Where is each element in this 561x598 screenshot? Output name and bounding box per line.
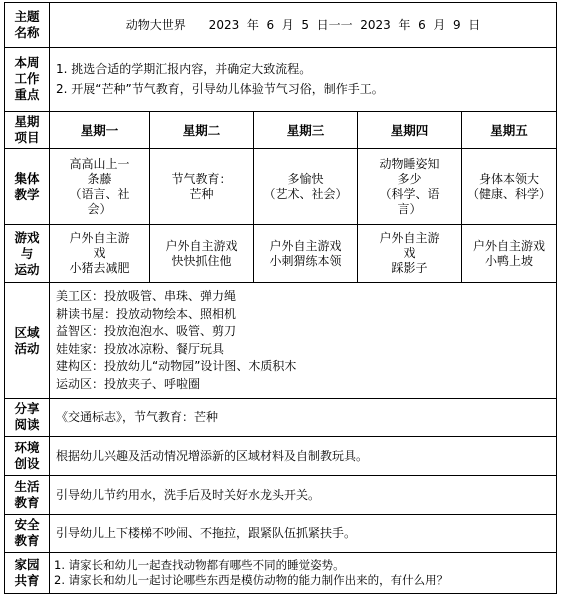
cell-line: 多愉快: [287, 171, 324, 186]
family-label-line: 共育: [14, 572, 40, 588]
cell-line: 户外自主游戏: [269, 238, 342, 253]
focus-row: [5, 47, 557, 111]
focus-line: 2. 开展“芒种”节气教育，引导幼儿体验节气习俗，制作手工。: [56, 82, 384, 97]
group-teaching-label: [5, 148, 50, 225]
env-label-line: 创设: [14, 455, 40, 471]
cell-line: 戏: [403, 246, 416, 261]
games-friday: [462, 225, 557, 283]
games-row: [5, 225, 557, 283]
cell-line: 动物睡姿知: [379, 156, 440, 171]
cell-line: 小鸭上坡: [485, 253, 534, 268]
focus-label: [5, 47, 50, 111]
focus-label-line: 工作: [14, 71, 40, 87]
safety-label-line: 教育: [14, 533, 40, 549]
theme-label: [5, 3, 50, 48]
area-line: 美工区：投放吸管、串珠、弹力绳: [56, 289, 237, 304]
theme-label-line: 名称: [14, 24, 40, 40]
cell-line: 户外自主游戏: [473, 238, 546, 253]
env-label-line: 环境: [14, 439, 40, 455]
group-label-line: 教学: [14, 186, 40, 202]
group-teaching-thursday: [358, 148, 462, 225]
theme-row: [5, 3, 557, 48]
day-header-wednesday: 星期三: [254, 111, 358, 148]
cell-line: 快快抓住他: [171, 253, 232, 268]
cell-line: 戏: [93, 246, 106, 261]
life-row: [5, 475, 557, 514]
family-content: [50, 552, 557, 593]
reading-label: [5, 399, 50, 436]
focus-label-line: 重点: [14, 87, 40, 103]
weekday-row: [5, 111, 557, 148]
weekday-label: [5, 111, 50, 148]
day-header-monday: 星期一: [50, 111, 150, 148]
area-label-line: 区域: [14, 324, 40, 340]
day-header-tuesday: 星期二: [150, 111, 254, 148]
cell-line: （健康、科学）: [467, 186, 552, 201]
cell-line: 小猪去减肥: [69, 261, 130, 276]
life-label-line: 教育: [14, 495, 40, 511]
cell-line: 高高山上一: [69, 156, 130, 171]
games-label-line: 运动: [14, 261, 40, 277]
day-header-thursday: 星期四: [358, 111, 462, 148]
games-monday: [50, 225, 150, 283]
group-teaching-wednesday: [254, 148, 358, 225]
group-label-line: 集体: [14, 170, 40, 186]
group-teaching-monday: [50, 148, 150, 225]
cell-line: 条藤: [87, 171, 112, 186]
safety-label-line: 安全: [14, 517, 40, 533]
family-line: 1. 请家长和幼儿一起查找动物都有哪些不同的睡觉姿势。: [54, 557, 345, 572]
theme-label-line: 主题: [14, 8, 40, 24]
family-label-line: 家园: [14, 556, 40, 572]
reading-row: [5, 399, 557, 436]
cell-line: 户外自主游: [69, 231, 130, 246]
group-teaching-row: [5, 148, 557, 225]
reading-label-line: 阅读: [14, 417, 40, 433]
focus-line: 1. 挑选合适的学期汇报内容，并确定大致流程。: [56, 62, 312, 77]
cell-line: 户外自主游: [379, 231, 440, 246]
family-row: [5, 552, 557, 593]
area-line: 益智区：投放泡泡水、吸管、剪刀: [56, 324, 237, 339]
cell-line: 言）: [397, 201, 422, 216]
games-label: [5, 225, 50, 283]
weekday-label-line: 星期: [14, 113, 40, 129]
safety-label: [5, 515, 50, 552]
env-content: 根据幼儿兴趣及活动情况增添新的区域材料及自制教玩具。: [50, 436, 557, 475]
games-label-line: 与: [20, 245, 34, 261]
cell-line: （语言、社: [69, 186, 130, 201]
cell-line: （艺术、社会）: [263, 186, 348, 201]
family-line: 2. 请家长和幼儿一起讨论哪些东西是模仿动物的能力制作出来的，有什么用？: [54, 572, 449, 587]
day-header-friday: 星期五: [462, 111, 557, 148]
cell-line: 身体本领大: [479, 171, 540, 186]
cell-line: 会）: [87, 201, 112, 216]
cell-line: 户外自主游戏: [165, 238, 238, 253]
group-teaching-friday: [462, 148, 557, 225]
cell-line: 节气教育：: [171, 171, 232, 186]
cell-line: （科学、语: [379, 186, 440, 201]
env-row: [5, 436, 557, 475]
life-content: 引导幼儿节约用水，洗手后及时关好水龙头开关。: [50, 475, 557, 514]
life-label: [5, 475, 50, 514]
area-line: 运动区：投放夹子、呼啦圈: [56, 376, 201, 391]
reading-content: 《交通标志》，节气教育：芒种: [50, 399, 557, 436]
cell-line: 芒种: [189, 186, 214, 201]
weekly-plan-table: [4, 2, 557, 594]
reading-label-line: 分享: [14, 401, 40, 417]
cell-line: 踩影子: [391, 261, 428, 276]
weekday-label-line: 项目: [14, 129, 40, 145]
life-label-line: 生活: [14, 479, 40, 495]
area-line: 建构区：投放幼儿“动物园”设计图、木质积木: [56, 359, 297, 374]
theme-text: 动物大世界 2023 年 6 月 5 日一一 2023 年 6 月 9 日: [50, 3, 557, 48]
safety-row: [5, 515, 557, 552]
games-label-line: 游戏: [14, 229, 40, 245]
area-content: [50, 283, 557, 399]
games-tuesday: [150, 225, 254, 283]
focus-label-line: 本周: [14, 55, 40, 71]
family-label: [5, 552, 50, 593]
cell-line: 多少: [397, 171, 422, 186]
games-thursday: [358, 225, 462, 283]
area-label-line: 活动: [14, 340, 40, 356]
area-row: [5, 283, 557, 399]
group-teaching-tuesday: [150, 148, 254, 225]
env-label: [5, 436, 50, 475]
safety-content: 引导幼儿上下楼梯不吵闹、不拖拉，跟紧队伍抓紧扶手。: [50, 515, 557, 552]
focus-content: [50, 47, 557, 111]
cell-line: 小刺猬练本领: [269, 253, 342, 268]
area-line: 耕读书屋：投放动物绘本、照相机: [56, 306, 237, 321]
area-line: 娃娃家：投放冰凉粉、餐厅玩具: [56, 341, 225, 356]
games-wednesday: [254, 225, 358, 283]
area-label: [5, 283, 50, 399]
